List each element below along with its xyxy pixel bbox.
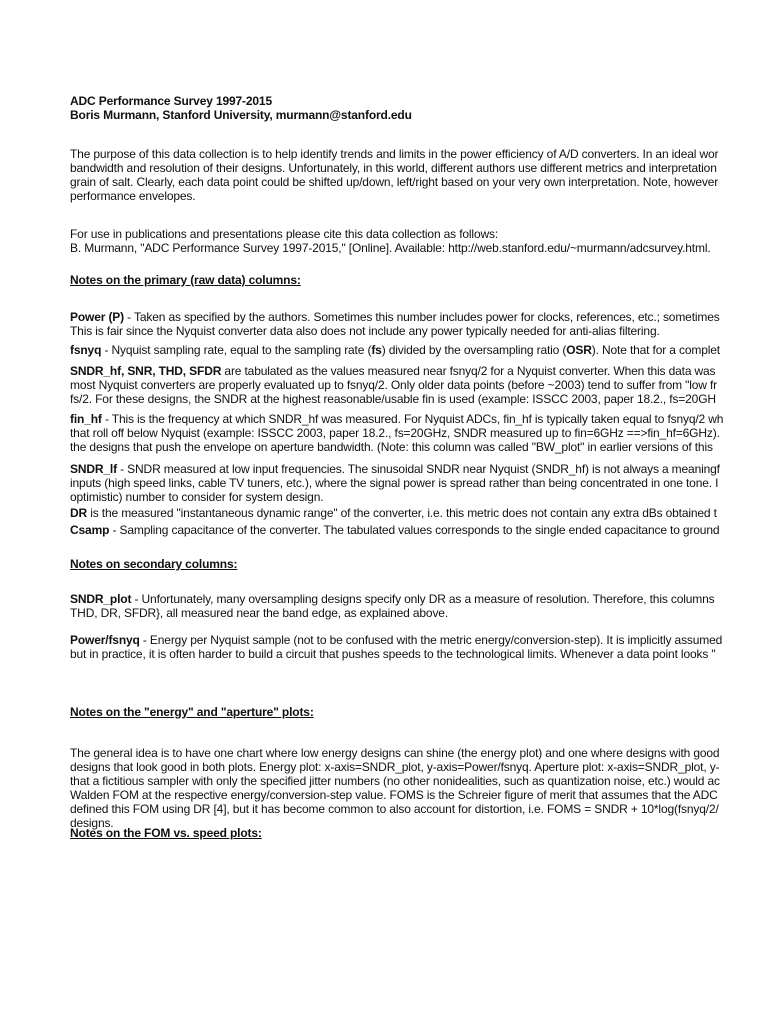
note-fsnyq <box>70 343 720 357</box>
citation-paragraph <box>70 227 711 255</box>
note-text: the designs that push the envelope on aperture bandwidth. (Note: this column was called "BW_plot" in earlier versions of this <box>70 440 713 454</box>
note-text: - Nyquist sampling rate, equal to the sampling rate ( <box>101 343 372 357</box>
note-fin-hf <box>70 412 723 454</box>
citation-line: For use in publications and presentations please cite this data collection as follows: <box>70 227 499 241</box>
plots-line: The general idea is to have one chart where low energy designs can shine (the energy plot) and one where designs with good <box>70 746 720 760</box>
note-text: - Energy per Nyquist sample (not to be confused with the metric energy/conversion-step). It is implicitly assumed <box>139 633 723 647</box>
note-sndr-lf <box>70 462 720 504</box>
plots-line: Walden FOM at the respective energy/conversion-step value. FOMS is the Schreier figure of merit that assumes that the ADC <box>70 788 718 802</box>
note-text: ) divided by the oversampling ratio ( <box>381 343 567 357</box>
note-text: but in practice, it is often harder to build a circuit that pushes speeds to the technological limits. Whenever a data point looks " <box>70 647 716 661</box>
note-dr <box>70 506 717 520</box>
note-text: THD, DR, SFDR}, all measured near the band edge, as explained above. <box>70 606 449 620</box>
note-sndr-plot <box>70 592 715 620</box>
intro-paragraph <box>70 147 718 203</box>
note-power-fsnyq <box>70 633 722 661</box>
note-text: - This is the frequency at which SNDR_hf was measured. For Nyquist ADCs, fin_hf is typically taken equal to fsnyq/2 wh <box>101 412 724 426</box>
note-text: - Unfortunately, many oversampling designs specify only DR as a measure of resolution. Therefore, this columns <box>131 592 715 606</box>
document-title: ADC Performance Survey 1997-2015 <box>70 94 272 108</box>
term-sndr-hf: SNDR_hf, SNR, THD, SFDR <box>70 364 222 378</box>
note-text: ). Note that for a complet <box>591 343 720 357</box>
secondary-columns-heading: Notes on secondary columns: <box>70 557 238 571</box>
plots-line: defined this FOM using DR [4], but it has become common to also account for distortion, i.e. FOMS = SNDR + 10*log(fsnyq/2/ <box>70 802 719 816</box>
note-text: inputs (high speed links, cable TV tuners, etc.), where the signal power is spread rather than being concentrated in one tone. I <box>70 476 719 490</box>
fom-heading: Notes on the FOM vs. speed plots: <box>70 826 262 840</box>
term-csamp: Csamp <box>70 523 110 537</box>
document-header <box>70 94 412 122</box>
term-sndr-plot: SNDR_plot <box>70 592 132 606</box>
citation-line: B. Murmann, "ADC Performance Survey 1997-2015," [Online]. Available: http://web.stanford.edu/~murmann/adcsurvey.html. <box>70 241 711 255</box>
note-text: is the measured "instantaneous dynamic range" of the converter, i.e. this metric does not contain any extra dBs obtained t <box>87 506 717 520</box>
primary-columns-heading: Notes on the primary (raw data) columns: <box>70 273 301 287</box>
note-text: that roll off below Nyquist (example: ISSCC 2003, paper 18.2., fs=20GHz, SNDR measured up to fin=6GHz ==>fin_hf=6GHz). <box>70 426 720 440</box>
intro-line: grain of salt. Clearly, each data point could be shifted up/down, left/right based on your very own interpretation. Note, however <box>70 175 719 189</box>
note-text: - Taken as specified by the authors. Sometimes this number includes power for clocks, references, etc.; sometimes <box>124 310 720 324</box>
plots-paragraph <box>70 746 720 830</box>
intro-line: The purpose of this data collection is to help identify trends and limits in the power efficiency of A/D converters. In an ideal wor <box>70 147 719 161</box>
note-power <box>70 310 720 338</box>
note-csamp <box>70 523 719 537</box>
term-fs: fs <box>371 343 382 357</box>
intro-line: performance envelopes. <box>70 189 196 203</box>
plots-heading: Notes on the "energy" and "aperture" plots: <box>70 705 314 719</box>
note-text: are tabulated as the values measured near fsnyq/2 for a Nyquist converter. When this data was <box>221 364 716 378</box>
note-text: optimistic) number to consider for system design. <box>70 490 324 504</box>
note-sndr-hf <box>70 364 717 406</box>
note-text: most Nyquist converters are properly evaluated up to fsnyq/2. Only older data points (before ~2003) tend to suffer from "low fr <box>70 378 717 392</box>
term-fin-hf: fin_hf <box>70 412 102 426</box>
plots-line: designs. <box>70 816 114 830</box>
note-text: fs/2. For these designs, the SNDR at the highest reasonable/usable fin is used (example: ISSCC 2003, paper 18.2., fs=20GH <box>70 392 716 406</box>
term-dr: DR <box>70 506 88 520</box>
note-text: This is fair since the Nyquist converter data also does not include any power typically needed for anti-alias filtering. <box>70 324 660 338</box>
note-text: - Sampling capacitance of the converter. The tabulated values corresponds to the single ended capacitance to ground <box>109 523 720 537</box>
intro-line: bandwidth and resolution of their designs. Unfortunately, in this world, different authors use different metrics and interpretation <box>70 161 717 175</box>
plots-line: that a fictitious sampler with only the specified jitter numbers (no other nonidealities, such as quantization noise, etc.) would ac <box>70 774 720 788</box>
plots-line: designs that look good in both plots. Energy plot: x-axis=SNDR_plot, y-axis=Power/fsnyq. Aperture plot: x-axis=SNDR_plot, y- <box>70 760 720 774</box>
note-text: - SNDR measured at low input frequencies. The sinusoidal SNDR near Nyquist (SNDR_hf) is not always a meaningf <box>116 462 720 476</box>
term-power-fsnyq: Power/fsnyq <box>70 633 140 647</box>
term-fsnyq: fsnyq <box>70 343 102 357</box>
term-sndr-lf: SNDR_lf <box>70 462 117 476</box>
term-osr: OSR <box>566 343 592 357</box>
term-power: Power (P) <box>70 310 124 324</box>
document-author: Boris Murmann, Stanford University, murmann@stanford.edu <box>70 108 412 122</box>
